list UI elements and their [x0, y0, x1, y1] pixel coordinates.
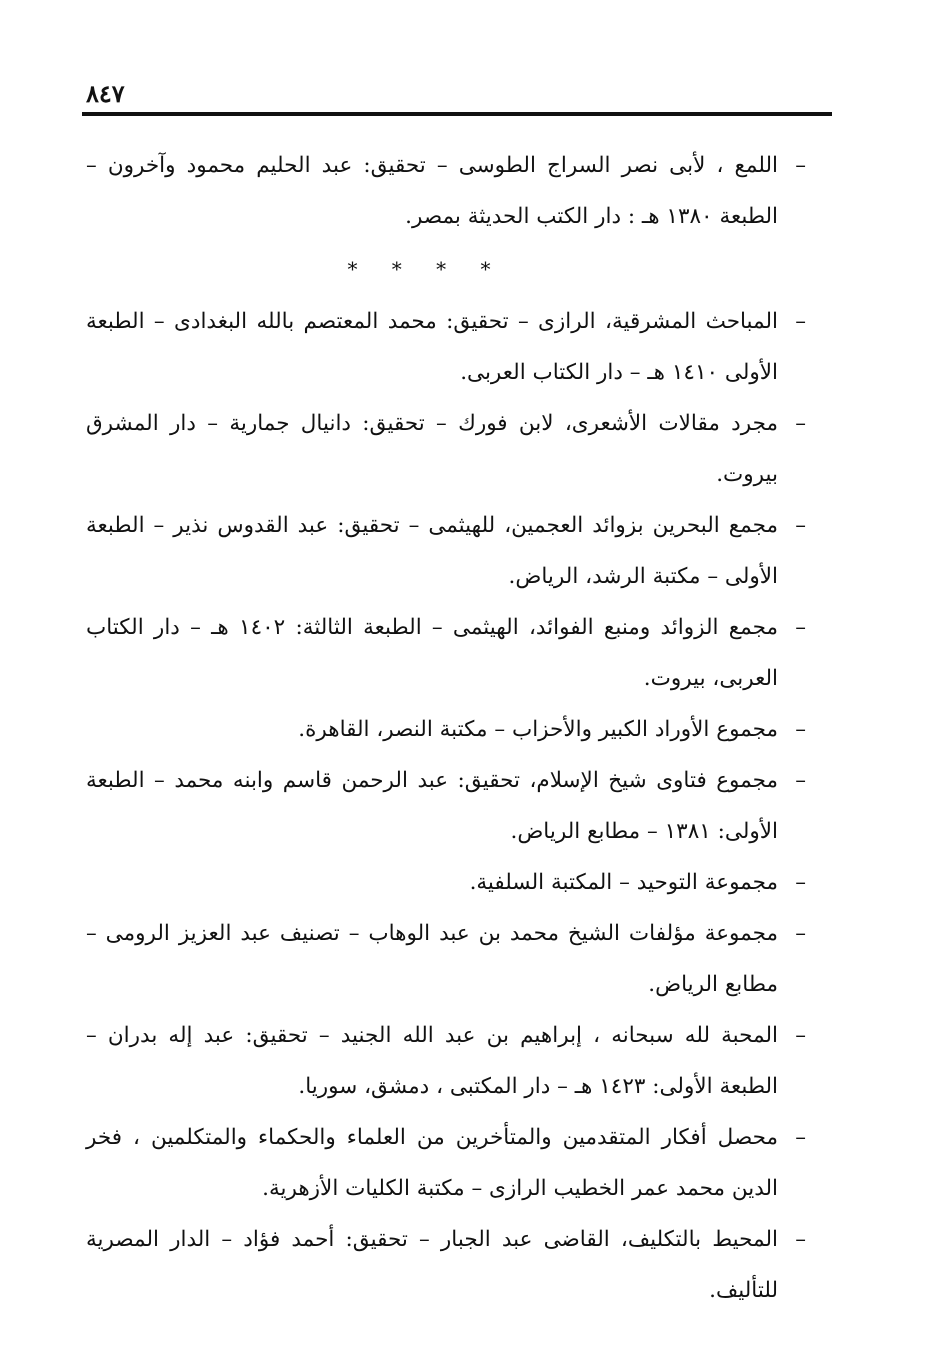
bibliography-entry [86, 1010, 806, 1112]
entry-text: المباحث المشرقية، الرازى – تحقيق: محمد المعتصم بالله البغدادى – الطبعة الأولى ١٤١٠ هـ – دار الكتاب العربى. [86, 309, 778, 385]
entry-text: مجمع البحرين بزوائد العجمين، للهيثمى – تحقيق: عبد القدوس نذير – الطبعة الأولى – مكتبة الرشد، الرياض. [86, 513, 778, 589]
entry-dash: – [795, 921, 806, 946]
bibliography-entry [86, 602, 806, 704]
entry-dash: – [795, 717, 806, 742]
section-separator: * * * * [347, 257, 505, 281]
bibliography-list [86, 140, 806, 1316]
entry-text: مجموع الأوراد الكبير والأحزاب – مكتبة النصر، القاهرة. [298, 717, 778, 742]
page-number: ٨٤٧ [86, 79, 125, 108]
bibliography-entry [86, 857, 806, 908]
entry-dash: – [795, 1125, 806, 1150]
header-rule [82, 112, 832, 116]
bibliography-entry [86, 140, 806, 242]
entry-text: المحيط بالتكليف، القاضى عبد الجبار – تحقيق: أحمد فؤاد – الدار المصرية للتأليف. [86, 1227, 778, 1303]
entry-text: مجموع فتاوى شيخ الإسلام، تحقيق: عبد الرحمن قاسم وابنه محمد – الطبعة الأولى: ١٣٨١ – مطابع الرياض. [86, 768, 778, 844]
bibliography-entry [86, 908, 806, 1010]
entry-text: المحبة لله سبحانه ، إبراهيم بن عبد الله الجنيد – تحقيق: عبد إله بدران – الطبعة الأولى: ١٤٢٣ هـ – دار المكتبى ، دمشق، سوريا. [86, 1023, 778, 1099]
entry-text: مجمع الزوائد ومنبع الفوائد، الهيثمى – الطبعة الثالثة: ١٤٠٢ هـ – دار الكتاب العربى، بيروت. [86, 615, 778, 691]
entry-text: مجرد مقالات الأشعرى، لابن فورك – تحقيق: دانيال جمارية – دار المشرق بيروت. [86, 411, 778, 487]
bibliography-entry [86, 1214, 806, 1316]
bibliography-entry [86, 500, 806, 602]
entry-dash: – [795, 309, 806, 334]
entry-text: محصل أفكار المتقدمين والمتأخرين من العلماء والحكماء والمتكلمين ، فخر الدين محمد عمر الخطيب الرازى – مكتبة الكليات الأزهرية. [86, 1125, 778, 1201]
bibliography-entry [86, 755, 806, 857]
entry-dash: – [795, 411, 806, 436]
entry-text: مجموعة التوحيد – المكتبة السلفية. [469, 870, 778, 895]
bibliography-entry [86, 398, 806, 500]
bibliography-entry [86, 704, 806, 755]
entry-dash: – [795, 768, 806, 793]
bibliography-entry [86, 296, 806, 398]
entry-dash: – [795, 1023, 806, 1048]
bibliography-entry [86, 1112, 806, 1214]
entry-dash: – [795, 513, 806, 538]
entry-dash: – [795, 153, 806, 178]
entry-text: اللمع ، لأبى نصر السراج الطوسى – تحقيق: عبد الحليم محمود وآخرون – الطبعة ١٣٨٠ هـ : دار الكتب الحديثة بمصر. [86, 153, 778, 229]
entry-dash: – [795, 615, 806, 640]
entry-text: مجموعة مؤلفات الشيخ محمد بن عبد الوهاب – تصنيف عبد العزيز الرومى – مطابع الرياض. [86, 921, 778, 997]
entry-dash: – [795, 870, 806, 895]
entry-dash: – [795, 1227, 806, 1252]
